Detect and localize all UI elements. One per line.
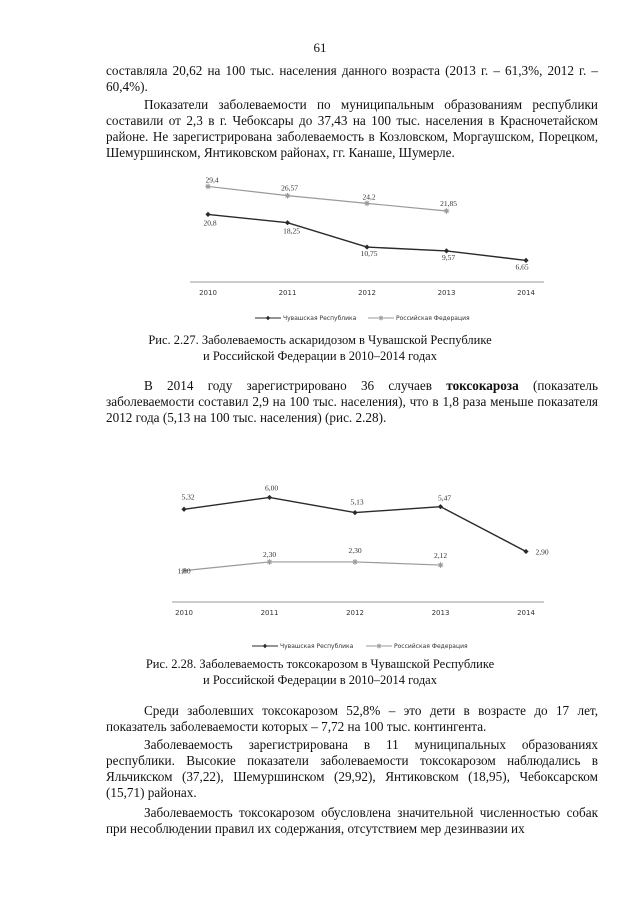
caption-line: и Российской Федерации в 2010–2014 годах [203, 673, 437, 687]
data-label: 1,80 [177, 566, 191, 576]
x-tick-label: 2011 [278, 289, 297, 297]
data-point [285, 220, 290, 225]
data-label: 5,32 [181, 492, 195, 502]
data-label: 6,00 [264, 483, 279, 493]
x-tick-label: 2010 [175, 609, 193, 617]
data-point [267, 559, 273, 565]
legend-label: Чувашская Республика [283, 315, 357, 322]
data-point [352, 559, 358, 565]
legend-marker [263, 644, 267, 648]
data-label: 6,65 [515, 262, 529, 272]
data-label: 2,30 [262, 549, 277, 559]
data-point [364, 201, 370, 207]
chart-ascariasis-svg [160, 172, 560, 332]
data-point [438, 562, 444, 568]
paragraph-3-start: В 2014 году зарегистрировано 36 случаев [144, 378, 447, 393]
data-label: 5,47 [437, 493, 452, 503]
data-label: 10,75 [360, 249, 378, 259]
paragraph-3-end: (показатель заболеваемости составил 2,9 на 100 тыс. населения), что в 1,8 раза меньше показателя 2012 года (5,13 на 100 тыс. населения) (рис. 2.28). [106, 378, 598, 425]
series-line [184, 562, 441, 571]
data-label: 18,25 [283, 226, 300, 236]
data-label: 2,12 [433, 551, 448, 561]
data-label: 2,30 [348, 545, 362, 555]
chart-toxocariasis-svg [160, 462, 560, 658]
x-tick-label: 2012 [358, 289, 376, 297]
paragraph-2: Показатели заболеваемости по муниципальным образованиям республики составили от 2,3 в г. Чебоксары до 37,43 на 100 тыс. населения в Красночетайском районе. Не зарегистрирована заболеваемость в Козловском, Моргаушском, Порецком, Шемуршинском, Янтиковском районах, гг. Канаше, Шумерле. [106, 97, 598, 160]
data-label: 26,57 [281, 183, 298, 193]
data-label: 21,85 [440, 198, 457, 208]
caption-line: Рис. 2.27. Заболеваемость аскаридозом в Чувашской Республике [148, 333, 492, 347]
paragraph-1: составляла 20,62 на 100 тыс. населения данного возраста (2013 г. – 61,3%, 2012 г. – 60,4%). [106, 63, 598, 94]
page-number: 61 [313, 40, 327, 55]
data-point [438, 504, 443, 509]
data-point [205, 184, 211, 190]
data-point [352, 510, 357, 515]
chart-toxocariasis [160, 462, 560, 658]
data-label: 20,8 [203, 218, 217, 228]
x-tick-label: 2013 [437, 289, 456, 297]
paragraph-5: Заболеваемость зарегистрирована в 11 муниципальных образованиях республики. Высокие показатели заболеваемости токсокарозом наблюдались в Яльчикском (37,22), Шемуршинском (29,92), Янтиковском (18,95), Чебоксарском (15,71) районах. [106, 737, 598, 800]
legend-marker [266, 316, 270, 320]
data-label: 5,13 [350, 497, 364, 507]
data-label: 24,2 [362, 192, 376, 202]
paragraph-6: Заболеваемость токсокарозом обусловлена значительной численностью собак при несоблюдении правил их содержания, отсутствием мер дезинвазии их [106, 805, 598, 836]
x-tick-label: 2013 [431, 609, 450, 617]
x-tick-label: 2011 [260, 609, 279, 617]
data-label: 29,4 [205, 175, 219, 185]
data-point [523, 549, 528, 554]
data-label: 9,57 [441, 252, 456, 262]
data-point [181, 507, 186, 512]
x-tick-label: 2014 [517, 289, 535, 297]
paragraph-3 [106, 378, 598, 426]
legend-label: Российская Федерация [394, 643, 468, 650]
term-toxocariasis: токсокароза [446, 378, 519, 393]
legend-marker [379, 316, 384, 321]
caption-line: и Российской Федерации в 2010–2014 годах [203, 349, 437, 363]
paragraph-4: Среди заболевших токсокарозом 52,8% – это дети в возрасте до 17 лет, показатель заболеваемости которых – 7,72 на 100 тыс. контингента. [106, 703, 598, 734]
data-point [205, 212, 210, 217]
figure-caption-2-28 [0, 656, 640, 688]
legend-marker [377, 644, 382, 649]
data-point [285, 193, 291, 199]
legend-label: Российская Федерация [396, 315, 470, 322]
data-point [267, 495, 272, 500]
x-tick-label: 2010 [199, 289, 217, 297]
caption-line: Рис. 2.28. Заболеваемость токсокарозом в Чувашской Республике [145, 657, 495, 671]
data-point [444, 208, 450, 214]
legend-label: Чувашская Республика [280, 643, 354, 650]
figure-caption-2-27 [0, 332, 640, 364]
x-tick-label: 2014 [517, 609, 535, 617]
series-line [208, 183, 447, 211]
x-tick-label: 2012 [346, 609, 364, 617]
data-label: 2,90 [535, 547, 549, 557]
chart-ascariasis [160, 172, 560, 332]
